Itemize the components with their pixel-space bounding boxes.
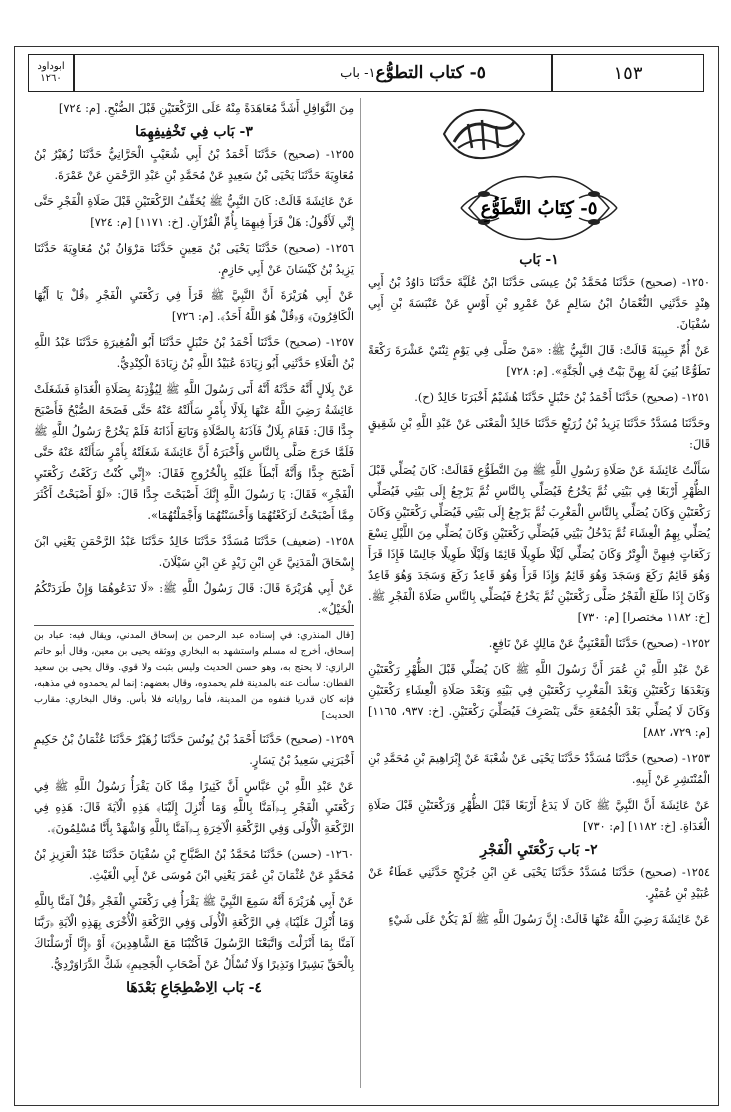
- hadith-1250-matn: عَنْ أُمِّ حَبِيبَةَ قَالَتْ: قَالَ النَّبِيُّ ﷺ: «مَنْ صَلَّى فِي يَوْمٍ ثِنْتَيْ عَشْرَةَ رَكْعَةً تَطَوُّعًا بُنِيَ لَهُ بِهِنَّ بَيْتٌ فِي الْجَنَّةِ». [م: ٧٢٨]: [368, 344, 710, 378]
- hadith-1256-matn: عَنْ أَبِي هُرَيْرَةَ أَنَّ النَّبِيَّ ﷺ قَرَأَ فِي رَكْعَتَيِ الْفَجْرِ ﴿قُلْ يَا أَيُّهَا الْكَافِرُونَ﴾ وَ﴿قُلْ هُوَ اللَّهُ أَحَدٌ﴾. [م: ٧٢٦]: [34, 289, 354, 323]
- hadith-1256-isnad: ١٢٥٦- (صحيح) حَدَّثَنَا يَحْيَى بْنُ مَعِينٍ حَدَّثَنَا مَرْوَانُ بْنُ مُعَاوِيَةَ حَدَّثَنَا يَزِيدُ بْنُ كَيْسَانَ عَنْ أَبِي حَازِمٍ.: [34, 242, 354, 276]
- grading-note: [قال المنذري: في إسناده عبد الرحمن بن إسحاق المدني، ويقال فيه: عباد بن إسحاق، أخرج له مسلم واستشهد به البخاري ووثقه يحيى بن معين، وقال أبو حاتم الرازي: لا يحتج به، وهو حسن الحديث وليس بثبت ولا قوي. وقال يحيى بن سعيد القطان: سألت عنه بالمدينة فلم يحمدوه، وقال بعضهم: إنما لم يحمدوه في مذهبه، فإنه كان قدريا فنفوه من المدينة، فأما رواياته فلا بأس. وقال البخاري: مقارب الحديث]: [34, 625, 354, 724]
- continuation-text: مِنَ النَّوَافِلِ أَشَدَّ مُعَاهَدَةً مِنْهُ عَلَى الرَّكْعَتَيْنِ قَبْلَ الصُّبْحِ. [م: ٧٢٤]: [58, 102, 354, 115]
- hadith-1255-matn: عَنْ عَائِشَةَ قَالَتْ: كَانَ النَّبِيُّ ﷺ يُخَفِّفُ الرَّكْعَتَيْنِ قَبْلَ صَلَاةِ الْفَجْرِ حَتَّى إِنِّي لَأَقُولُ: هَلْ قَرَأَ فِيهِمَا بِأُمِّ الْقُرْآنِ. [خ: ١١٧١] [م: ٧٢٤]: [34, 195, 354, 229]
- hadith-1260-isnad: ١٢٦٠- (حسن) حَدَّثَنَا مُحَمَّدُ بْنُ الصَّبَّاحِ بْنِ سُفْيَانَ حَدَّثَنَا عَبْدُ الْعَزِيزِ بْنُ مُحَمَّدٍ عَنْ عُثْمَانَ بْنِ عُمَرَ يَعْنِي ابْنَ مُوسَى عَنْ أَبِي الْغَيْثِ.: [34, 848, 354, 882]
- hadith-1251-matn: سَأَلْتُ عَائِشَةَ عَنْ صَلَاةِ رَسُولِ اللَّهِ ﷺ مِنَ التَّطَوُّعِ فَقَالَتْ: كَانَ يُصَلِّي قَبْلَ الظُّهْرِ أَرْبَعًا فِي بَيْتِي ثُمَّ يَخْرُجُ فَيُصَلِّي بِالنَّاسِ ثُمَّ يَرْجِعُ إِلَى بَيْتِي فَيُصَلِّي رَكْعَتَيْنِ وَكَانَ يُصَلِّي بِالنَّاسِ الْمَغْرِبَ ثُمَّ يَرْجِعُ إِلَى بَيْتِي فَيُصَلِّي رَكْعَتَيْنِ وَكَانَ يُصَلِّي بِهِمُ الْعِشَاءَ ثُمَّ يَدْخُلُ بَيْتِي فَيُصَلِّي رَكْعَتَيْنِ وَكَانَ يُصَلِّي مِنَ اللَّيْلِ تِسْعَ رَكَعَاتٍ فِيهِنَّ الْوِتْرُ وَكَانَ يُصَلِّي لَيْلًا طَوِيلًا قَائِمًا وَلَيْلًا طَوِيلًا جَالِسًا فَإِذَا قَرَأَ وَهُوَ قَائِمٌ رَكَعَ وَسَجَدَ وَهُوَ قَائِمٌ وَإِذَا قَرَأَ وَهُوَ قَاعِدٌ رَكَعَ وَسَجَدَ وَهُوَ قَاعِدٌ وَكَانَ إِذَا طَلَعَ الْفَجْرُ صَلَّى رَكْعَتَيْنِ ثُمَّ يَخْرُجُ فَيُصَلِّي بِالنَّاسِ صَلَاةَ الْفَجْرِ ﷺ. [خ: ١١٨٢ مختصرا] [م: ٧٣٠]: [368, 464, 710, 624]
- hadith-1258-isnad: ١٢٥٨- (ضعيف) حَدَّثَنَا مُسَدَّدٌ حَدَّثَنَا خَالِدٌ حَدَّثَنَا عَبْدُ الرَّحْمَنِ يَعْنِي ابْنَ إِسْحَاقَ الْمَدَنِيَّ عَنِ ابْنِ زَيْدٍ عَنِ ابْنِ سَيْلَانَ.: [34, 535, 354, 569]
- running-bab: ١- باب: [340, 65, 376, 81]
- left-column: [34, 98, 354, 1092]
- hadith-1257-isnad: ١٢٥٧- (صحيح) حَدَّثَنَا أَحْمَدُ بْنُ حَنْبَلٍ حَدَّثَنَا أَبُو الْمُغِيرَةِ حَدَّثَنَا عَبْدُ اللَّهِ بْنُ الْعَلَاءِ حَدَّثَنِي أَبُو زِيَادَةَ عُبَيْدُ اللَّهِ بْنُ زِيَادَةَ الْكِنْدِيُّ.: [34, 336, 354, 370]
- hadith-1258-matn: عَنْ أَبِي هُرَيْرَةَ قَالَ: قَالَ رَسُولُ اللَّهِ ﷺ: «لَا تَدَعُوهُمَا وَإِنْ طَرَدَتْكُمُ الْخَيْلُ».: [34, 582, 354, 616]
- running-header: [269, 55, 549, 91]
- hadith-1251-isnad-2: وحَدَّثَنَا مُسَدَّدٌ حَدَّثَنَا يَزِيدُ بْنُ زُرَيْعٍ حَدَّثَنَا خَالِدٌ الْمَعْنَى عَنْ عَبْدِ اللَّهِ بْنِ شَقِيقٍ قَالَ:: [368, 417, 710, 451]
- hadith-1255-isnad: ١٢٥٥- (صحيح) حَدَّثَنَا أَحْمَدُ بْنُ أَبِي شُعَيْبٍ الْحَرَّانِيُّ حَدَّثَنَا زُهَيْرُ بْنُ مُعَاوِيَةَ حَدَّثَنَا يَحْيَى بْنُ سَعِيدٍ عَنْ مُحَمَّدِ بْنِ عَبْدِ الرَّحْمَنِ عَنْ عَمْرَةَ.: [34, 148, 354, 182]
- wreath-ornament-icon: [439, 168, 639, 248]
- bab-4-heading: ٤- بَاب الِاضْطِجَاعِ بَعْدَهَا: [126, 980, 262, 996]
- hadith-1253-matn: عَنْ عَائِشَةَ أَنَّ النَّبِيَّ ﷺ كَانَ لَا يَدَعُ أَرْبَعًا قَبْلَ الظُّهْرِ وَرَكْعَتَيْنِ قَبْلَ صَلَاةِ الْغَدَاةِ. [خ: ١١٨٢] [م: ٧٣٠]: [368, 799, 710, 833]
- book-box: [29, 55, 73, 91]
- page-number: ١٥٣: [613, 62, 643, 84]
- hadith-1254-matn: عَنْ عَائِشَةَ رَضِيَ اللَّهُ عَنْهَا قَالَتْ: إِنَّ رَسُولَ اللَّهِ ﷺ لَمْ يَكُنْ عَلَى شَيْءٍ: [388, 913, 710, 926]
- bab-1-heading: ١- بَاب: [519, 252, 559, 268]
- calligraphy-seal-icon: [438, 104, 530, 164]
- bab-2-heading: ٢- بَاب رَكْعَتَيِ الْفَجْرِ: [480, 842, 598, 858]
- hadith-1252-matn: عَنْ عَبْدِ اللَّهِ بْنِ عُمَرَ أَنَّ رَسُولَ اللَّهِ ﷺ كَانَ يُصَلِّي قَبْلَ الظُّهْرِ رَكْعَتَيْنِ وَبَعْدَهَا رَكْعَتَيْنِ وَبَعْدَ الْمَغْرِبِ رَكْعَتَيْنِ فِي بَيْتِهِ وَبَعْدَ صَلَاةِ الْعِشَاءِ رَكْعَتَيْنِ وَكَانَ لَا يُصَلِّي بَعْدَ الْجُمُعَةِ حَتَّى يَنْصَرِفَ فَيُصَلِّيَ رَكْعَتَيْنِ. [خ: ٩٣٧، ١١٦٥] [م: ٧٢٩، ٨٨٢]: [368, 663, 710, 739]
- hadith-1251-isnad: ١٢٥١- (صحيح) حَدَّثَنَا أَحْمَدُ بْنُ حَنْبَلٍ حَدَّثَنَا هُشَيْمٌ أَخْبَرَنَا خَالِدٌ (ح).: [414, 391, 710, 404]
- hadith-1260-matn: عَنْ أَبِي هُرَيْرَةَ أَنَّهُ سَمِعَ النَّبِيَّ ﷺ يَقْرَأُ فِي رَكْعَتَيِ الْفَجْرِ ﴿قُلْ آمَنَّا بِاللَّهِ وَمَا أُنْزِلَ عَلَيْنَا﴾ فِي الرَّكْعَةِ الْأُولَى وَفِي الرَّكْعَةِ الْأُخْرَى بِهَذِهِ الْآيَةِ ﴿رَبَّنَا آمَنَّا بِمَا أَنْزَلْتَ وَاتَّبَعْنَا الرَّسُولَ فَاكْتُبْنَا مَعَ الشَّاهِدِينَ﴾ أَوْ ﴿إِنَّا أَرْسَلْنَاكَ بِالْحَقِّ بَشِيرًا وَنَذِيرًا وَلَا تُسْأَلُ عَنْ أَصْحَابِ الْجَحِيمِ﴾ شَكَّ الدَّرَاوَرْدِيُّ.: [34, 895, 354, 971]
- book-pages: ١٢٦٠: [40, 73, 62, 84]
- hadith-1259-matn: عَنْ عَبْدِ اللَّهِ بْنِ عَبَّاسٍ أَنَّ كَثِيرًا مِمَّا كَانَ يَقْرَأُ رَسُولُ اللَّهِ ﷺ فِي رَكْعَتَيِ الْفَجْرِ بِـ﴿آمَنَّا بِاللَّهِ وَمَا أُنْزِلَ إِلَيْنَا﴾ هَذِهِ الْآيَةَ قَالَ: هَذِهِ فِي الرَّكْعَةِ الْأُولَى وَفِي الرَّكْعَةِ الْآخِرَةِ بِـ﴿آمَنَّا بِاللَّهِ وَاشْهَدْ بِأَنَّا مُسْلِمُونَ﴾.: [34, 780, 354, 835]
- bab-3-heading: ٣- بَاب فِي تَخْفِيفِهِمَا: [135, 124, 253, 140]
- chapter-title: ٥- كِتَابُ التَّطَوُّعِ: [480, 198, 598, 219]
- hadith-1254-isnad: ١٢٥٤- (صحيح) حَدَّثَنَا مُسَدَّدٌ حَدَّثَنَا يَحْيَى عَنِ ابْنِ جُرَيْجٍ حَدَّثَنِي عَطَاءٌ عَنْ عُبَيْدِ بْنِ عُمَيْرٍ.: [368, 866, 710, 900]
- right-column: [368, 98, 710, 1092]
- hadith-1257-matn: عَنْ بِلَالٍ أَنَّهُ حَدَّثَهُ أَنَّهُ أَتَى رَسُولَ اللَّهِ ﷺ لِيُؤْذِنَهُ بِصَلَاةِ الْغَدَاةِ فَشَغَلَتْ عَائِشَةُ رَضِيَ اللَّهُ عَنْهَا بِلَالًا بِأَمْرٍ سَأَلَتْهُ عَنْهُ حَتَّى فَضَحَهُ الصُّبْحُ فَأَصْبَحَ جِدًّا قَالَ: فَقَامَ بِلَالٌ فَآذَنَهُ بِالصَّلَاةِ وَتَابَعَ أَذَانَهُ فَلَمْ يَخْرُجْ رَسُولُ اللَّهِ ﷺ فَلَمَّا خَرَجَ صَلَّى بِالنَّاسِ وَأَخْبَرَهُ أَنَّ عَائِشَةَ شَغَلَتْهُ بِأَمْرٍ سَأَلَتْهُ عَنْهُ حَتَّى أَصْبَحَ جِدًّا وَأَنَّهُ أَبْطَأَ عَلَيْهِ بِالْخُرُوجِ فَقَالَ: «إِنِّي كُنْتُ رَكَعْتُ رَكْعَتَيِ الْفَجْرِ» فَقَالَ: يَا رَسُولَ اللَّهِ إِنَّكَ أَصْبَحْتَ جِدًّا قَالَ: «لَوْ أَصْبَحْتُ أَكْثَرَ مِمَّا أَصْبَحْتُ لَرَكَعْتُهُمَا وَأَحْسَنْتُهُمَا وَأَجْمَلْتُهُمَا».: [34, 383, 354, 522]
- column-divider: [360, 98, 361, 1088]
- page-header: [28, 54, 704, 92]
- hadith-1259-isnad: ١٢٥٩- (صحيح) حَدَّثَنَا أَحْمَدُ بْنُ يُونُسَ حَدَّثَنَا زُهَيْرٌ حَدَّثَنَا عُثْمَانُ بْنُ حَكِيمٍ أَخْبَرَنِي سَعِيدُ بْنُ يَسَارٍ.: [34, 733, 354, 767]
- hadith-1252-isnad: ١٢٥٢- (صحيح) حَدَّثَنَا الْقَعْنَبِيُّ عَنْ مَالِكٍ عَنْ نَافِعٍ.: [488, 637, 710, 650]
- book-name: ابوداود: [37, 61, 65, 72]
- hadith-1253-isnad: ١٢٥٣- (صحيح) حَدَّثَنَا مُسَدَّدٌ حَدَّثَنَا يَحْيَى عَنْ شُعْبَةَ عَنْ إِبْرَاهِيمَ بْنِ مُحَمَّدِ بْنِ الْمُنْتَشِرِ عَنْ أَبِيهِ.: [368, 752, 710, 786]
- running-chapter: ٥- كتاب التطوُّع: [375, 63, 486, 83]
- hadith-1250-isnad: ١٢٥٠- (صحيح) حَدَّثَنَا مُحَمَّدُ بْنُ عِيسَى حَدَّثَنَا ابْنُ عُلَيَّةَ حَدَّثَنَا دَاوُدُ بْنُ أَبِي هِنْدٍ حَدَّثَنِي النُّعْمَانُ ابْنُ سَالِمٍ عَنْ عَمْرِو بْنِ أَوْسٍ عَنْ عَنْبَسَةَ بْنِ أَبِي سُفْيَانَ.: [368, 276, 710, 331]
